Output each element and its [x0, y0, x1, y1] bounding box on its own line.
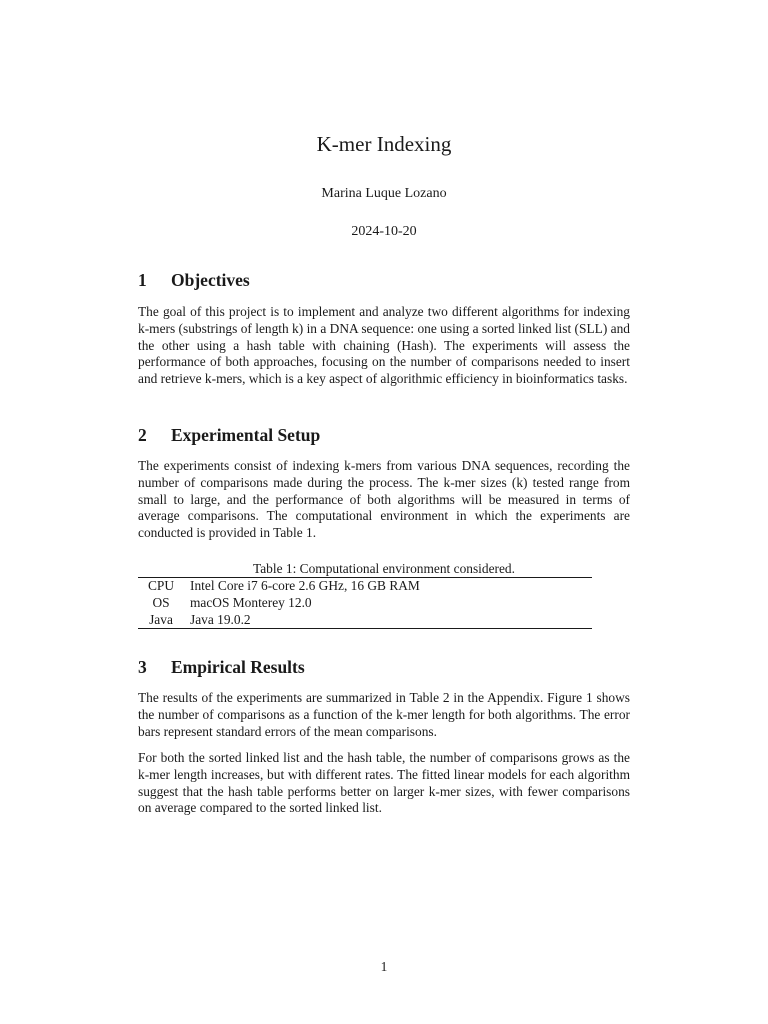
environment-table	[138, 577, 592, 628]
table-caption: Table 1: Computational environment considered.	[253, 561, 515, 576]
section-heading-empirical-results	[138, 657, 305, 678]
section-number: 2	[138, 425, 147, 445]
table-bottom-rule	[138, 628, 592, 629]
empirical-results-paragraph-1: The results of the experiments are summarized in Table 2 in the Appendix. Figure 1 shows the number of comparisons as a function of the k-mer length for both algorithms. The error bars represent standard errors of the mean comparisons.	[138, 690, 630, 739]
paper-title: K-mer Indexing	[316, 132, 452, 156]
table-row	[138, 611, 592, 628]
section-title: Empirical Results	[171, 657, 305, 677]
section-number: 1	[138, 270, 147, 290]
section-heading-experimental-setup	[138, 425, 320, 446]
section-number: 3	[138, 657, 147, 677]
paper-author: Marina Luque Lozano	[321, 186, 447, 201]
table-cell-key: OS	[152, 595, 170, 610]
table-cell-value: Intel Core i7 6-core 2.6 GHz, 16 GB RAM	[190, 578, 420, 593]
table-row	[138, 594, 592, 611]
page-number: 1	[380, 959, 388, 974]
table-cell-key: CPU	[147, 578, 175, 593]
paper-date: 2024-10-20	[351, 224, 417, 239]
table-cell-value: Java 19.0.2	[190, 612, 251, 627]
empirical-results-paragraph-2: For both the sorted linked list and the hash table, the number of comparisons grows as the k-mer length increases, but with different rates. The fitted linear models for each algorithm suggest that the hash table performs better on larger k-mer sizes, with fewer comparisons on average compared to the sorted linked list.	[138, 750, 630, 816]
experimental-setup-paragraph: The experiments consist of indexing k-mers from various DNA sequences, recording the number of comparisons made during the process. The k-mer sizes (k) tested range from small to large, and the performance of both algorithms will be measured in terms of average comparisons. The computational environment in which the experiments are conducted is provided in Table 1.	[138, 458, 630, 541]
objectives-paragraph: The goal of this project is to implement and analyze two different algorithms for indexing k-mers (substrings of length k) in a DNA sequence: one using a sorted linked list (SLL) and the other using a hash table with chaining (Hash). The experiments will assess the performance of both approaches, focusing on the number of comparisons needed to insert and retrieve k-mers, which is a key aspect of algorithmic efficiency in bioinformatics tasks.	[138, 304, 630, 387]
table-row	[138, 577, 592, 594]
table-cell-key: Java	[149, 612, 173, 627]
section-heading-objectives	[138, 270, 250, 291]
section-title: Objectives	[171, 270, 250, 290]
table-cell-value: macOS Monterey 12.0	[190, 595, 312, 610]
section-title: Experimental Setup	[171, 425, 321, 445]
